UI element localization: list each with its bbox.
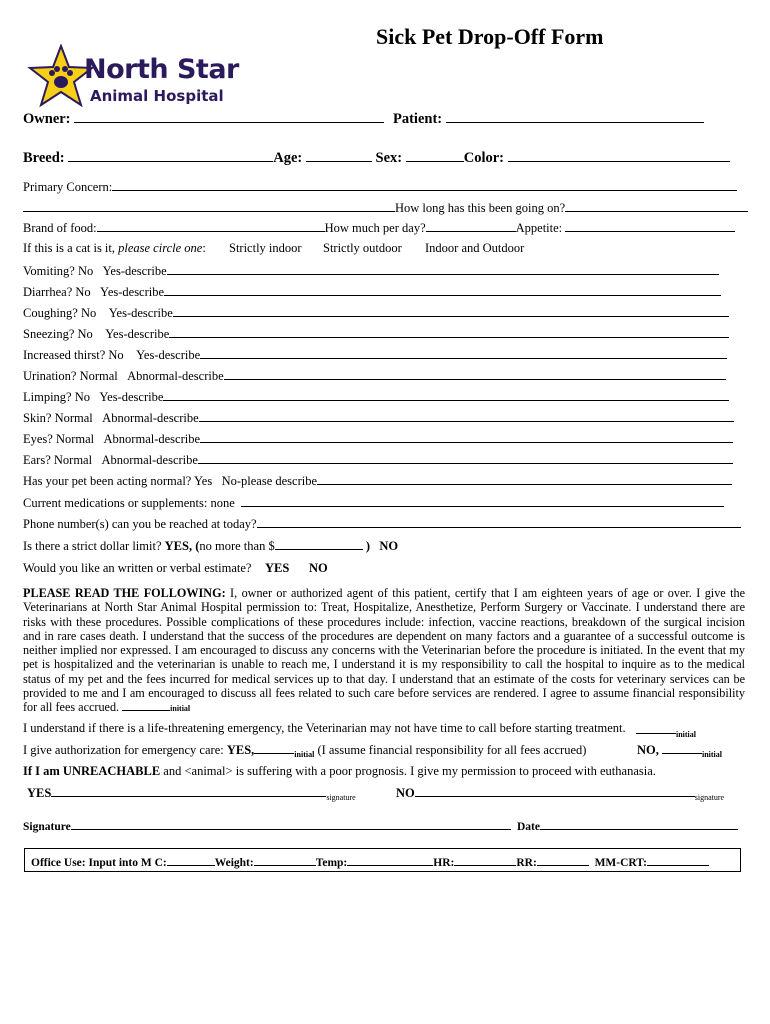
- emergency-initial-label: initial: [676, 730, 697, 739]
- symptom-label: Diarrhea? No: [23, 285, 91, 299]
- circle-instruction: please circle one: [118, 241, 203, 255]
- symptom-row-eyes: [23, 431, 733, 447]
- mc-field[interactable]: [167, 854, 215, 866]
- emergency-text: I understand if there is a life-threatening emergency, the Veterinarian may not have time to call before starting treatment.: [23, 721, 626, 735]
- euthanasia-yes-row: [27, 785, 356, 802]
- unreachable-row: [23, 764, 656, 779]
- symptom-label: Limping? No: [23, 390, 91, 404]
- symptom-field[interactable]: [173, 305, 729, 317]
- signature-field[interactable]: [71, 818, 511, 830]
- acting-normal-describe: No-please describe: [221, 474, 318, 488]
- symptom-label: Urination? Normal: [23, 369, 118, 383]
- symptom-describe: Yes-describe: [108, 306, 173, 320]
- logo-subtitle: Animal Hospital: [90, 87, 224, 105]
- consent-initial-field[interactable]: [122, 701, 170, 711]
- phone-field[interactable]: [257, 516, 741, 528]
- phone-row: [23, 516, 741, 532]
- emergency-row: [23, 721, 626, 736]
- emergency-initial: [636, 721, 696, 739]
- symptom-label: Vomiting? No: [23, 264, 94, 278]
- symptom-field[interactable]: [164, 284, 721, 296]
- symptom-row-sneezing: [23, 326, 729, 342]
- symptom-label: Eyes? Normal: [23, 432, 95, 446]
- authorization-yes[interactable]: YES,: [226, 743, 255, 757]
- temp-label: Temp:: [315, 857, 348, 869]
- euthanasia-no-signature-field[interactable]: [415, 785, 695, 797]
- symptom-label: Coughing? No: [23, 306, 97, 320]
- dollar-limit-question: Is there a strict dollar limit?: [23, 539, 165, 553]
- signature-row: [23, 818, 511, 833]
- how-long-label: How long has this been going on?: [395, 201, 566, 215]
- owner-label: Owner:: [23, 111, 71, 127]
- symptom-describe: Abnormal-describe: [102, 411, 199, 425]
- symptom-describe: Yes-describe: [99, 390, 164, 404]
- authorization-no-row: [637, 742, 722, 759]
- medications-row: [23, 495, 724, 511]
- unreachable-text: and <animal> is suffering with a poor prognosis. I give my permission to proceed with euthanasia.: [160, 764, 656, 778]
- breed-label: Breed:: [23, 150, 65, 166]
- weight-field[interactable]: [254, 854, 316, 866]
- appetite-label: Appetite:: [515, 221, 563, 235]
- authorization-no[interactable]: NO,: [637, 743, 659, 757]
- authorization-initial-field[interactable]: [254, 742, 294, 754]
- per-day-label: How much per day?: [324, 221, 426, 235]
- euthanasia-no-row: [396, 785, 724, 802]
- symptom-row-skin: [23, 410, 734, 426]
- owner-field[interactable]: [74, 111, 384, 123]
- owner-row: [23, 111, 384, 128]
- sex-field[interactable]: [406, 150, 464, 162]
- symptom-describe: Yes-describe: [100, 285, 165, 299]
- estimate-row: [23, 561, 251, 576]
- cat-row: [23, 241, 206, 256]
- symptom-describe: Yes-describe: [105, 327, 170, 341]
- dollar-limit-no[interactable]: NO: [379, 539, 399, 553]
- symptom-field[interactable]: [163, 389, 729, 401]
- cat-question: If this is a cat is it,: [23, 241, 119, 255]
- brand-field[interactable]: [97, 220, 325, 232]
- symptom-field[interactable]: [198, 452, 733, 464]
- office-use-box: [24, 848, 741, 872]
- hr-label: HR:: [433, 857, 455, 869]
- age-label: Age:: [273, 150, 303, 166]
- symptom-describe: Abnormal-describe: [101, 453, 198, 467]
- authorization-no-initial-field[interactable]: [662, 742, 702, 754]
- symptom-label: Skin? Normal: [23, 411, 93, 425]
- medications-label: Current medications or supplements: none: [23, 496, 235, 510]
- authorization-no-initial-label: initial: [702, 750, 723, 759]
- dollar-limit-close: ): [362, 539, 371, 553]
- symptom-field[interactable]: [167, 263, 719, 275]
- office-use-label: Office Use: Input into M C:: [31, 857, 167, 869]
- breed-row: [23, 150, 730, 167]
- age-field[interactable]: [306, 150, 372, 162]
- primary-concern-label: Primary Concern:: [23, 180, 113, 194]
- symptom-label: Increased thirst? No: [23, 348, 124, 362]
- estimate-no[interactable]: NO: [309, 561, 328, 575]
- how-long-field[interactable]: [565, 200, 748, 212]
- primary-concern-field-2[interactable]: [23, 200, 395, 212]
- option-strictly-outdoor[interactable]: Strictly outdoor: [323, 241, 402, 255]
- how-long-row: [23, 200, 748, 216]
- food-row: [23, 220, 735, 236]
- symptom-field[interactable]: [200, 347, 727, 359]
- authorization-row: [23, 742, 586, 759]
- symptom-row-coughing: [23, 305, 729, 321]
- estimate-question: Would you like an written or verbal estimate?: [23, 561, 252, 575]
- consent-text: I, owner or authorized agent of this patient, certify that I am eighteen years of age or over. I give the Veterinarians at North Star Animal Hospital permission to: Treat, Hospitalize, Anesthetize, Perform Surgery or Vaccinate. I understand there are risks with these procedures. Possible complications of these procedures include: infection, vaccine reactions, breakdown of the surgical incision and in rare cases death. I understand that the success of the procedures are dependent on many factors and a guarantee of a successful outcome is neither implied nor expressed. I am encouraged to discuss any concerns with the Veterinarian before the procedure is initiated. In the event that my pet is hospitalized and the veterinarian is unable to reach me, I understand it is my responsibility to call the hospital to inquire as to the medical status of my pet and the fees incurred for medical services up to that day. I understand that an estimate of the costs for veterinary services can be provided to me and I am encouraged to discuss all fees related to such care before services are rendered. I agree to assume financial responsibility for all fees accrued.: [23, 586, 745, 715]
- medications-field[interactable]: [241, 495, 724, 507]
- rr-field[interactable]: [537, 854, 589, 866]
- hr-field[interactable]: [454, 854, 516, 866]
- authorization-initial-label: initial: [294, 750, 315, 759]
- unreachable-heading: If I am UNREACHABLE: [23, 764, 161, 778]
- dollar-limit-yes[interactable]: YES,: [164, 539, 193, 553]
- symptom-row-limping: [23, 389, 729, 405]
- per-day-field[interactable]: [426, 220, 516, 232]
- symptom-field[interactable]: [224, 368, 726, 380]
- mmcrt-field[interactable]: [647, 854, 709, 866]
- symptom-row-vomiting: [23, 263, 719, 279]
- euthanasia-yes-signature-label: signature: [326, 793, 356, 802]
- dollar-limit-field[interactable]: [275, 538, 363, 550]
- acting-normal-row: [23, 473, 732, 489]
- date-label: Date: [517, 821, 540, 833]
- euthanasia-no-signature-label: signature: [694, 793, 725, 802]
- symptom-describe: Yes-describe: [102, 264, 167, 278]
- patient-label: Patient:: [393, 111, 443, 127]
- signature-label: Signature: [23, 821, 71, 833]
- symptom-describe: Abnormal-describe: [103, 432, 201, 446]
- option-indoor-and-outdoor[interactable]: Indoor and Outdoor: [425, 241, 525, 255]
- rr-label: RR:: [516, 857, 537, 869]
- euthanasia-yes-signature-field[interactable]: [51, 785, 326, 797]
- symptom-field[interactable]: [200, 431, 733, 443]
- brand-label: Brand of food:: [23, 221, 97, 235]
- temp-field[interactable]: [347, 854, 433, 866]
- consent-heading: PLEASE READ THE FOLLOWING:: [23, 586, 226, 600]
- color-label: Color:: [463, 150, 504, 166]
- color-field[interactable]: [508, 150, 730, 162]
- symptom-row-urination: [23, 368, 726, 384]
- symptom-row-thirst: [23, 347, 727, 363]
- date-row: [517, 818, 738, 833]
- breed-field[interactable]: [68, 150, 273, 162]
- cat-colon: :: [202, 241, 206, 255]
- form-title: Sick Pet Drop-Off Form: [376, 24, 604, 49]
- weight-label: Weight:: [214, 857, 254, 869]
- dollar-limit-row: [23, 538, 398, 554]
- authorization-note: (I assume financial responsibility for all fees accrued): [314, 743, 587, 757]
- symptom-field[interactable]: [169, 326, 729, 338]
- option-strictly-indoor[interactable]: Strictly indoor: [229, 241, 302, 255]
- symptom-describe: Yes-describe: [136, 348, 201, 362]
- acting-normal-label: Has your pet been acting normal? Yes: [23, 474, 213, 488]
- appetite-field[interactable]: [565, 220, 735, 232]
- euthanasia-no[interactable]: NO: [396, 786, 415, 800]
- date-field[interactable]: [540, 818, 738, 830]
- symptom-describe: Abnormal-describe: [127, 369, 224, 383]
- dollar-limit-text: no more than $: [199, 539, 275, 553]
- consent-paragraph: [23, 586, 745, 717]
- phone-label: Phone number(s) can you be reached at today?: [23, 517, 257, 531]
- mmcrt-label: MM-CRT:: [594, 857, 647, 869]
- primary-concern-row: [23, 179, 737, 195]
- patient-row: [393, 111, 704, 128]
- emergency-initial-field[interactable]: [636, 722, 676, 734]
- dollar-limit-open: (: [192, 539, 200, 553]
- symptom-row-ears: [23, 452, 733, 468]
- symptom-label: Ears? Normal: [23, 453, 93, 467]
- euthanasia-yes[interactable]: YES: [27, 786, 52, 800]
- patient-field[interactable]: [446, 111, 704, 123]
- acting-normal-field[interactable]: [317, 473, 732, 485]
- symptom-field[interactable]: [199, 410, 734, 422]
- logo-title: North Star: [84, 54, 239, 85]
- primary-concern-field[interactable]: [112, 179, 737, 191]
- symptom-row-diarrhea: [23, 284, 721, 300]
- symptom-label: Sneezing? No: [23, 327, 93, 341]
- logo: [26, 44, 239, 108]
- sex-label: Sex:: [375, 150, 403, 166]
- authorization-text: I give authorization for emergency care:: [23, 743, 227, 757]
- estimate-yes[interactable]: YES: [265, 561, 290, 575]
- consent-initial-label: initial: [170, 704, 191, 714]
